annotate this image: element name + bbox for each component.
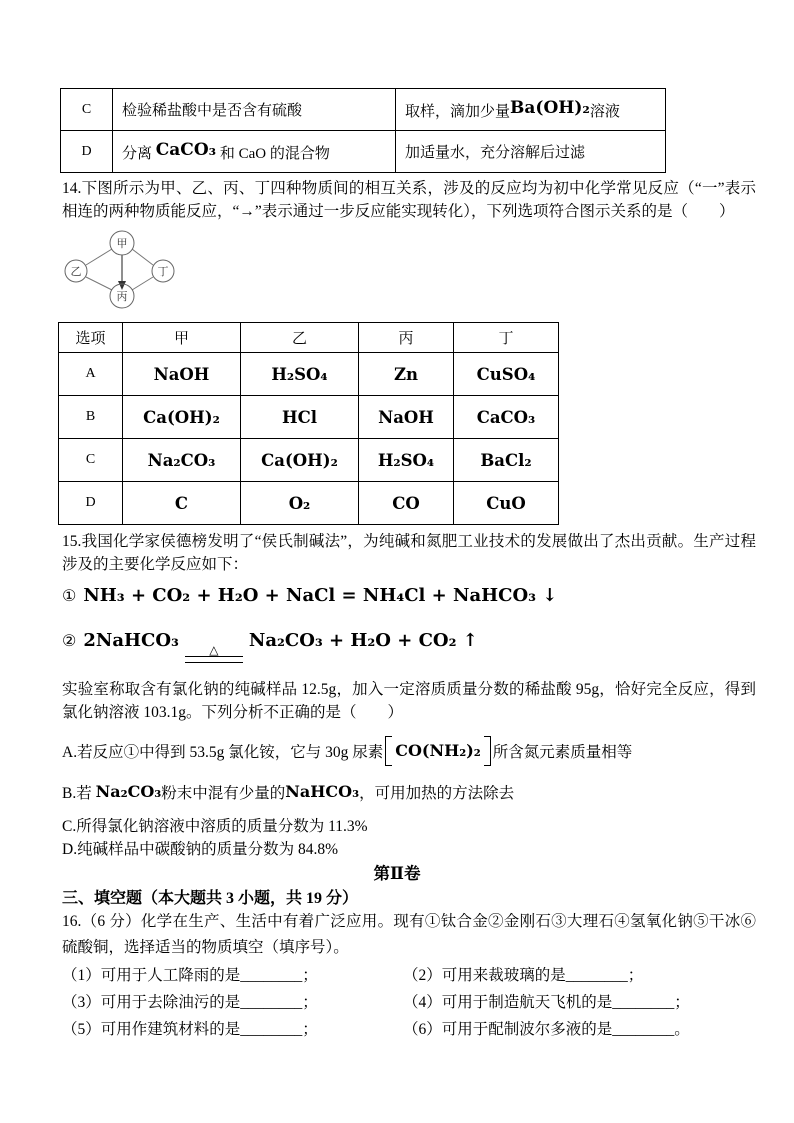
item-number: （3）: [62, 993, 101, 1011]
options-table-header: [59, 323, 559, 353]
task-cell: [113, 131, 396, 173]
edge-jia-yi: [86, 249, 112, 265]
equation-2: [62, 630, 478, 663]
fill-in-section-heading: 三、填空题（本大题共 3 小题，共 19 分）: [62, 890, 359, 907]
table-row-d: [59, 482, 559, 525]
question-16-text: 16.（6 分）化学在生产、生活中有着广泛应用。现有①钛合金②金刚石③大理石④氢氧化钠⑤干冰⑥硫酸铜，选择适当的物质填空（填序号）。: [62, 913, 756, 956]
equation-lhs: 2NaHCO₃: [83, 630, 179, 651]
item-tail: ；: [302, 993, 318, 1011]
option-b: [62, 780, 762, 805]
item-text: 可用于去除油污的是: [100, 993, 241, 1011]
chemical-formula: CaCO₃: [155, 140, 217, 160]
fill-item-4: [403, 990, 742, 1012]
item-number: （5）: [62, 1020, 101, 1038]
equation-number: ①: [62, 588, 77, 605]
row-label: C: [59, 439, 123, 482]
row-label: A: [59, 353, 123, 396]
option-a-text-post: 所含氮元素质量相等: [492, 744, 633, 761]
header-cell: 乙: [241, 323, 359, 353]
fill-item-5: [62, 1017, 403, 1039]
method-text-post: 溶液: [589, 104, 620, 120]
item-text: 可用作建筑材料的是: [100, 1020, 241, 1038]
equation-rhs: Na₂CO₃ + H₂O + CO₂ ↑: [248, 630, 478, 651]
item-tail: ；: [627, 966, 644, 984]
item-text: 可用于配制波尔多液的是: [441, 1020, 613, 1038]
table-row-c: [61, 89, 666, 131]
row-label: D: [59, 482, 123, 525]
relation-diagram: [60, 228, 190, 314]
equation-1: [62, 585, 557, 606]
substance-cell: CaCO₃: [454, 396, 559, 439]
answer-blank[interactable]: ________: [612, 1020, 675, 1038]
substance-cell: CuSO₄: [454, 353, 559, 396]
method-cell: [396, 89, 666, 131]
answer-blank[interactable]: ________: [240, 993, 303, 1011]
edge-yi-bing: [86, 277, 112, 290]
section-title: 第Ⅱ卷: [373, 864, 421, 883]
task-text-post: 和 CaO 的混合物: [216, 146, 330, 162]
header-cell: 选项: [59, 323, 123, 353]
left-bracket: [385, 736, 392, 766]
answer-blank[interactable]: ________: [240, 966, 303, 984]
double-line: [185, 656, 243, 663]
question-14-text: 14.下图所示为甲、乙、丙、丁四种物质间的相互关系，涉及的反应均为初中化学常见反应（“一”表示相连的两种物质能反应，“→”表示通过一步反应能实现转化），下列选项符合图示关系的是（ ）: [62, 180, 756, 220]
method-cell: [396, 131, 666, 173]
option-a-text-pre: A.若反应①中得到 53.5g 氯化铵，它与 30g 尿素: [62, 744, 384, 761]
options-table: [58, 322, 559, 525]
option-c: C.所得氯化钠溶液中溶质的质量分数为 11.3%: [62, 818, 368, 835]
substance-cell: Ca(OH)₂: [241, 439, 359, 482]
option-b-text-post: ，可用加热的方法除去: [359, 785, 515, 802]
table-row-b: [59, 396, 559, 439]
item-number: （1）: [62, 966, 101, 984]
item-tail: ；: [302, 1020, 318, 1038]
item-tail: 。: [674, 1020, 690, 1038]
row-label: D: [61, 131, 113, 173]
header-cell: 丁: [454, 323, 559, 353]
substance-cell: C: [123, 482, 241, 525]
item-text: 可用于制造航天飞机的是: [441, 993, 613, 1011]
substance-cell: Ca(OH)₂: [123, 396, 241, 439]
fill-item-6: [403, 1017, 742, 1039]
substance-cell: HCl: [241, 396, 359, 439]
substance-cell: NaOH: [359, 396, 454, 439]
header-cell: 丙: [359, 323, 454, 353]
method-text-pre: 取样，滴加少量: [405, 104, 511, 120]
table-row-a: [59, 353, 559, 396]
task-cell: [113, 89, 396, 131]
row-label: B: [59, 396, 123, 439]
method-text: 加适量水，充分溶解后过滤: [405, 145, 586, 161]
edge-ding-bing: [132, 277, 153, 290]
question-15-body: 实验室称取含有氯化钠的纯碱样品 12.5g，加入一定溶质质量分数的稀盐酸 95g，恰好完全反应，得到氯化钠溶液 103.1g。下列分析不正确的是（ ）: [62, 681, 756, 721]
heated-equals-symbol: [185, 644, 243, 663]
option-a: [62, 736, 762, 766]
table-row-c: [59, 439, 559, 482]
question-16-items: [62, 960, 742, 1041]
item-text: 可用于人工降雨的是: [100, 966, 241, 984]
chemical-formula: Na₂CO₃: [95, 782, 162, 801]
fill-item-3: [62, 990, 403, 1012]
option-b-text-pre: B.若: [62, 785, 96, 802]
substance-cell: Na₂CO₃: [123, 439, 241, 482]
fill-item-2: [403, 963, 742, 985]
urea-formula: CO(NH₂)₂: [395, 741, 481, 760]
answer-blank[interactable]: ________: [240, 1020, 303, 1038]
task-text-pre: 分离: [122, 146, 156, 162]
substance-cell: H₂SO₄: [241, 353, 359, 396]
node-label-yi: 乙: [70, 266, 82, 278]
delta-heat-icon: △: [209, 643, 219, 657]
item-tail: ；: [302, 966, 318, 984]
substance-cell: CO: [359, 482, 454, 525]
item-number: （6）: [403, 1020, 442, 1038]
item-tail: ；: [674, 993, 690, 1011]
substance-cell: CuO: [454, 482, 559, 525]
chemical-formula: Ba(OH)₂: [510, 98, 590, 118]
substance-cell: H₂SO₄: [359, 439, 454, 482]
right-bracket: [484, 736, 491, 766]
item-number: （2）: [403, 966, 442, 984]
item-text: 可用来裁玻璃的是: [441, 966, 566, 984]
table-row-d: [61, 131, 666, 173]
option-b-text-mid: 粉末中混有少量的: [161, 785, 286, 802]
task-text: 检验稀盐酸中是否含有硫酸: [122, 103, 303, 119]
node-label-bing: 丙: [116, 291, 128, 303]
arrow-head: [118, 281, 126, 290]
option-d: D.纯碱样品中碳酸钠的质量分数为 84.8%: [62, 841, 338, 858]
substance-cell: Zn: [359, 353, 454, 396]
node-label-jia: 甲: [116, 238, 128, 250]
answer-blank[interactable]: ________: [565, 966, 628, 984]
edge-jia-ding: [132, 249, 153, 265]
chemical-formula: NaHCO₃: [285, 782, 360, 801]
answer-blank[interactable]: ________: [612, 993, 675, 1011]
fill-item-1: [62, 963, 403, 985]
equation-number: ②: [62, 633, 77, 650]
substance-cell: BaCl₂: [454, 439, 559, 482]
row-label: C: [61, 89, 113, 131]
item-number: （4）: [403, 993, 442, 1011]
method-table: [60, 88, 666, 173]
node-label-ding: 丁: [157, 266, 169, 278]
header-cell: 甲: [123, 323, 241, 353]
substance-cell: NaOH: [123, 353, 241, 396]
substance-cell: O₂: [241, 482, 359, 525]
equation-body: NH₃ + CO₂ + H₂O + NaCl = NH₄Cl + NaHCO₃ ↓: [83, 585, 558, 606]
question-15-text: 15.我国化学家侯德榜发明了“侯氏制碱法”，为纯碱和氮肥工业技术的发展做出了杰出贡献。生产过程涉及的主要化学反应如下：: [62, 533, 756, 573]
